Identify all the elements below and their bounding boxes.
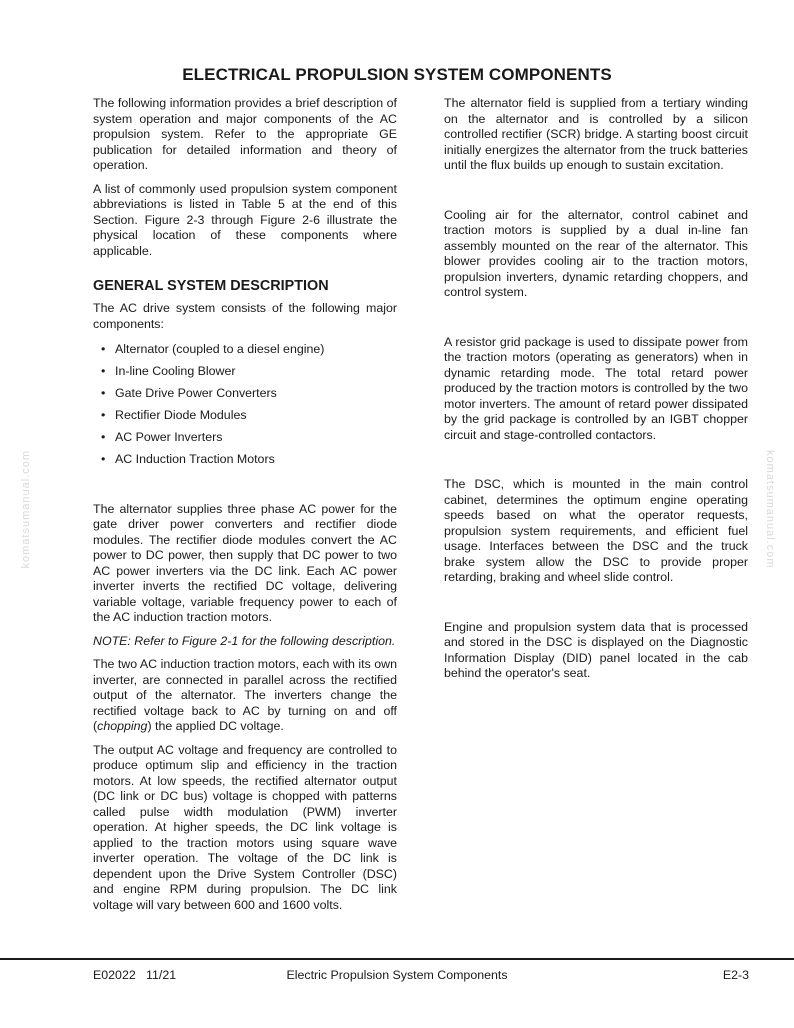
drive-system-intro: The AC drive system consists of the following major components:: [93, 301, 397, 331]
intro-paragraph: The following information provides a brief description of system operation and major components of the AC propulsion system. Refer to the appropriate GE publication for detailed information and theory of operation.: [93, 96, 397, 172]
footer-section-title: Electric Propulsion System Components: [286, 968, 508, 982]
did-paragraph: Engine and propulsion system data that is processed and stored in the DSC is displayed on the Diagnostic Information Display (DID) panel located in the cab behind the operator's seat.: [444, 619, 748, 680]
footer-divider: [0, 958, 794, 960]
footer-doc-id: E02022 11/21: [93, 968, 177, 982]
list-item: • Alternator (coupled to a diesel engine): [93, 342, 397, 358]
list-item: • Rectifier Diode Modules: [93, 408, 397, 424]
list-item: • In-line Cooling Blower: [93, 364, 397, 380]
alternator-field-paragraph: The alternator field is supplied from a tertiary winding on the alternator and is controlled by a silicon controlled rectifier (SCR) bridge. A starting boost circuit initially energizes the alternator from the truck batteries until the flux builds up enough to sustain excitation.: [444, 96, 748, 172]
right-column: [444, 96, 748, 682]
output-voltage-paragraph: The output AC voltage and frequency are controlled to produce optimum slip and efficiency in the traction motors. At low speeds, the rectified alternator output (DC link or DC bus) voltage is chopped with patterns called pulse width modulation (PWM) inverter operation. At higher speeds, the DC link voltage is applied to the traction motors using square wave inverter operation. The voltage of the DC link is dependent upon the Drive System Controller (DSC) and engine RPM during propulsion. The DC link voltage will vary between 600 and 1600 volts.: [93, 742, 397, 912]
watermark-left: komatsumanual.com: [20, 450, 32, 569]
list-item: • Gate Drive Power Converters: [93, 386, 397, 402]
alternator-paragraph: The alternator supplies three phase AC power for the gate driver power converters and rectifier diode modules. The rectifier diode modules convert the AC power to DC power, then supply that DC power to two AC power inverters via the DC link. Each AC power inverter inverts the rectified DC voltage, delivering variable voltage, variable frequency power to each of the AC induction traction motors.: [93, 501, 397, 625]
dsc-paragraph: The DSC, which is mounted in the main control cabinet, determines the optimum engine operating speeds based on what the operator requests, propulsion system requirements, and efficient fuel usage. Interfaces between the DSC and the truck brake system allow the DSC to provide proper retarding, braking and wheel slide control.: [444, 477, 748, 584]
list-item: • AC Power Inverters: [93, 430, 397, 446]
cooling-air-paragraph: Cooling air for the alternator, control cabinet and traction motors is supplied by a dual in-line fan assembly mounted on the rear of the alternator. This blower provides cooling air to the traction motors, propulsion inverters, dynamic retarding choppers, and control system.: [444, 207, 748, 299]
component-list: [93, 342, 397, 468]
resistor-grid-paragraph: A resistor grid package is used to dissipate power from the traction motors (operating as generators) when in dynamic retarding mode. The total retard power produced by the traction motors is controlled by the two motor inverters. The amount of retard power dissipated by the grid package is controlled by an IGBT chopper circuit and stage-controlled contactors.: [444, 334, 748, 442]
left-column: [93, 96, 397, 913]
list-item: • AC Induction Traction Motors: [93, 452, 397, 468]
note-paragraph: NOTE: Refer to Figure 2-1 for the following description.: [93, 633, 396, 648]
footer-page-number: E2-3: [722, 968, 749, 982]
watermark-right: komatsumanual.com: [764, 450, 776, 569]
page-title: ELECTRICAL PROPULSION SYSTEM COMPONENTS: [182, 65, 612, 84]
emphasis-text: chopping: [97, 719, 148, 734]
traction-motors-paragraph: The two AC induction traction motors, each with its own inverter, are connected in parallel across the rectified output of the alternator. The inverters change the rectified voltage back to AC by turning on and off (chopping) the applied DC voltage.: [93, 657, 397, 734]
abbreviations-paragraph: A list of commonly used propulsion system component abbreviations is listed in Table 5 at the end of this Section. Figure 2-3 through Figure 2-6 illustrate the physical location of these components where applicable.: [93, 181, 397, 258]
section-heading: GENERAL SYSTEM DESCRIPTION: [93, 278, 329, 294]
